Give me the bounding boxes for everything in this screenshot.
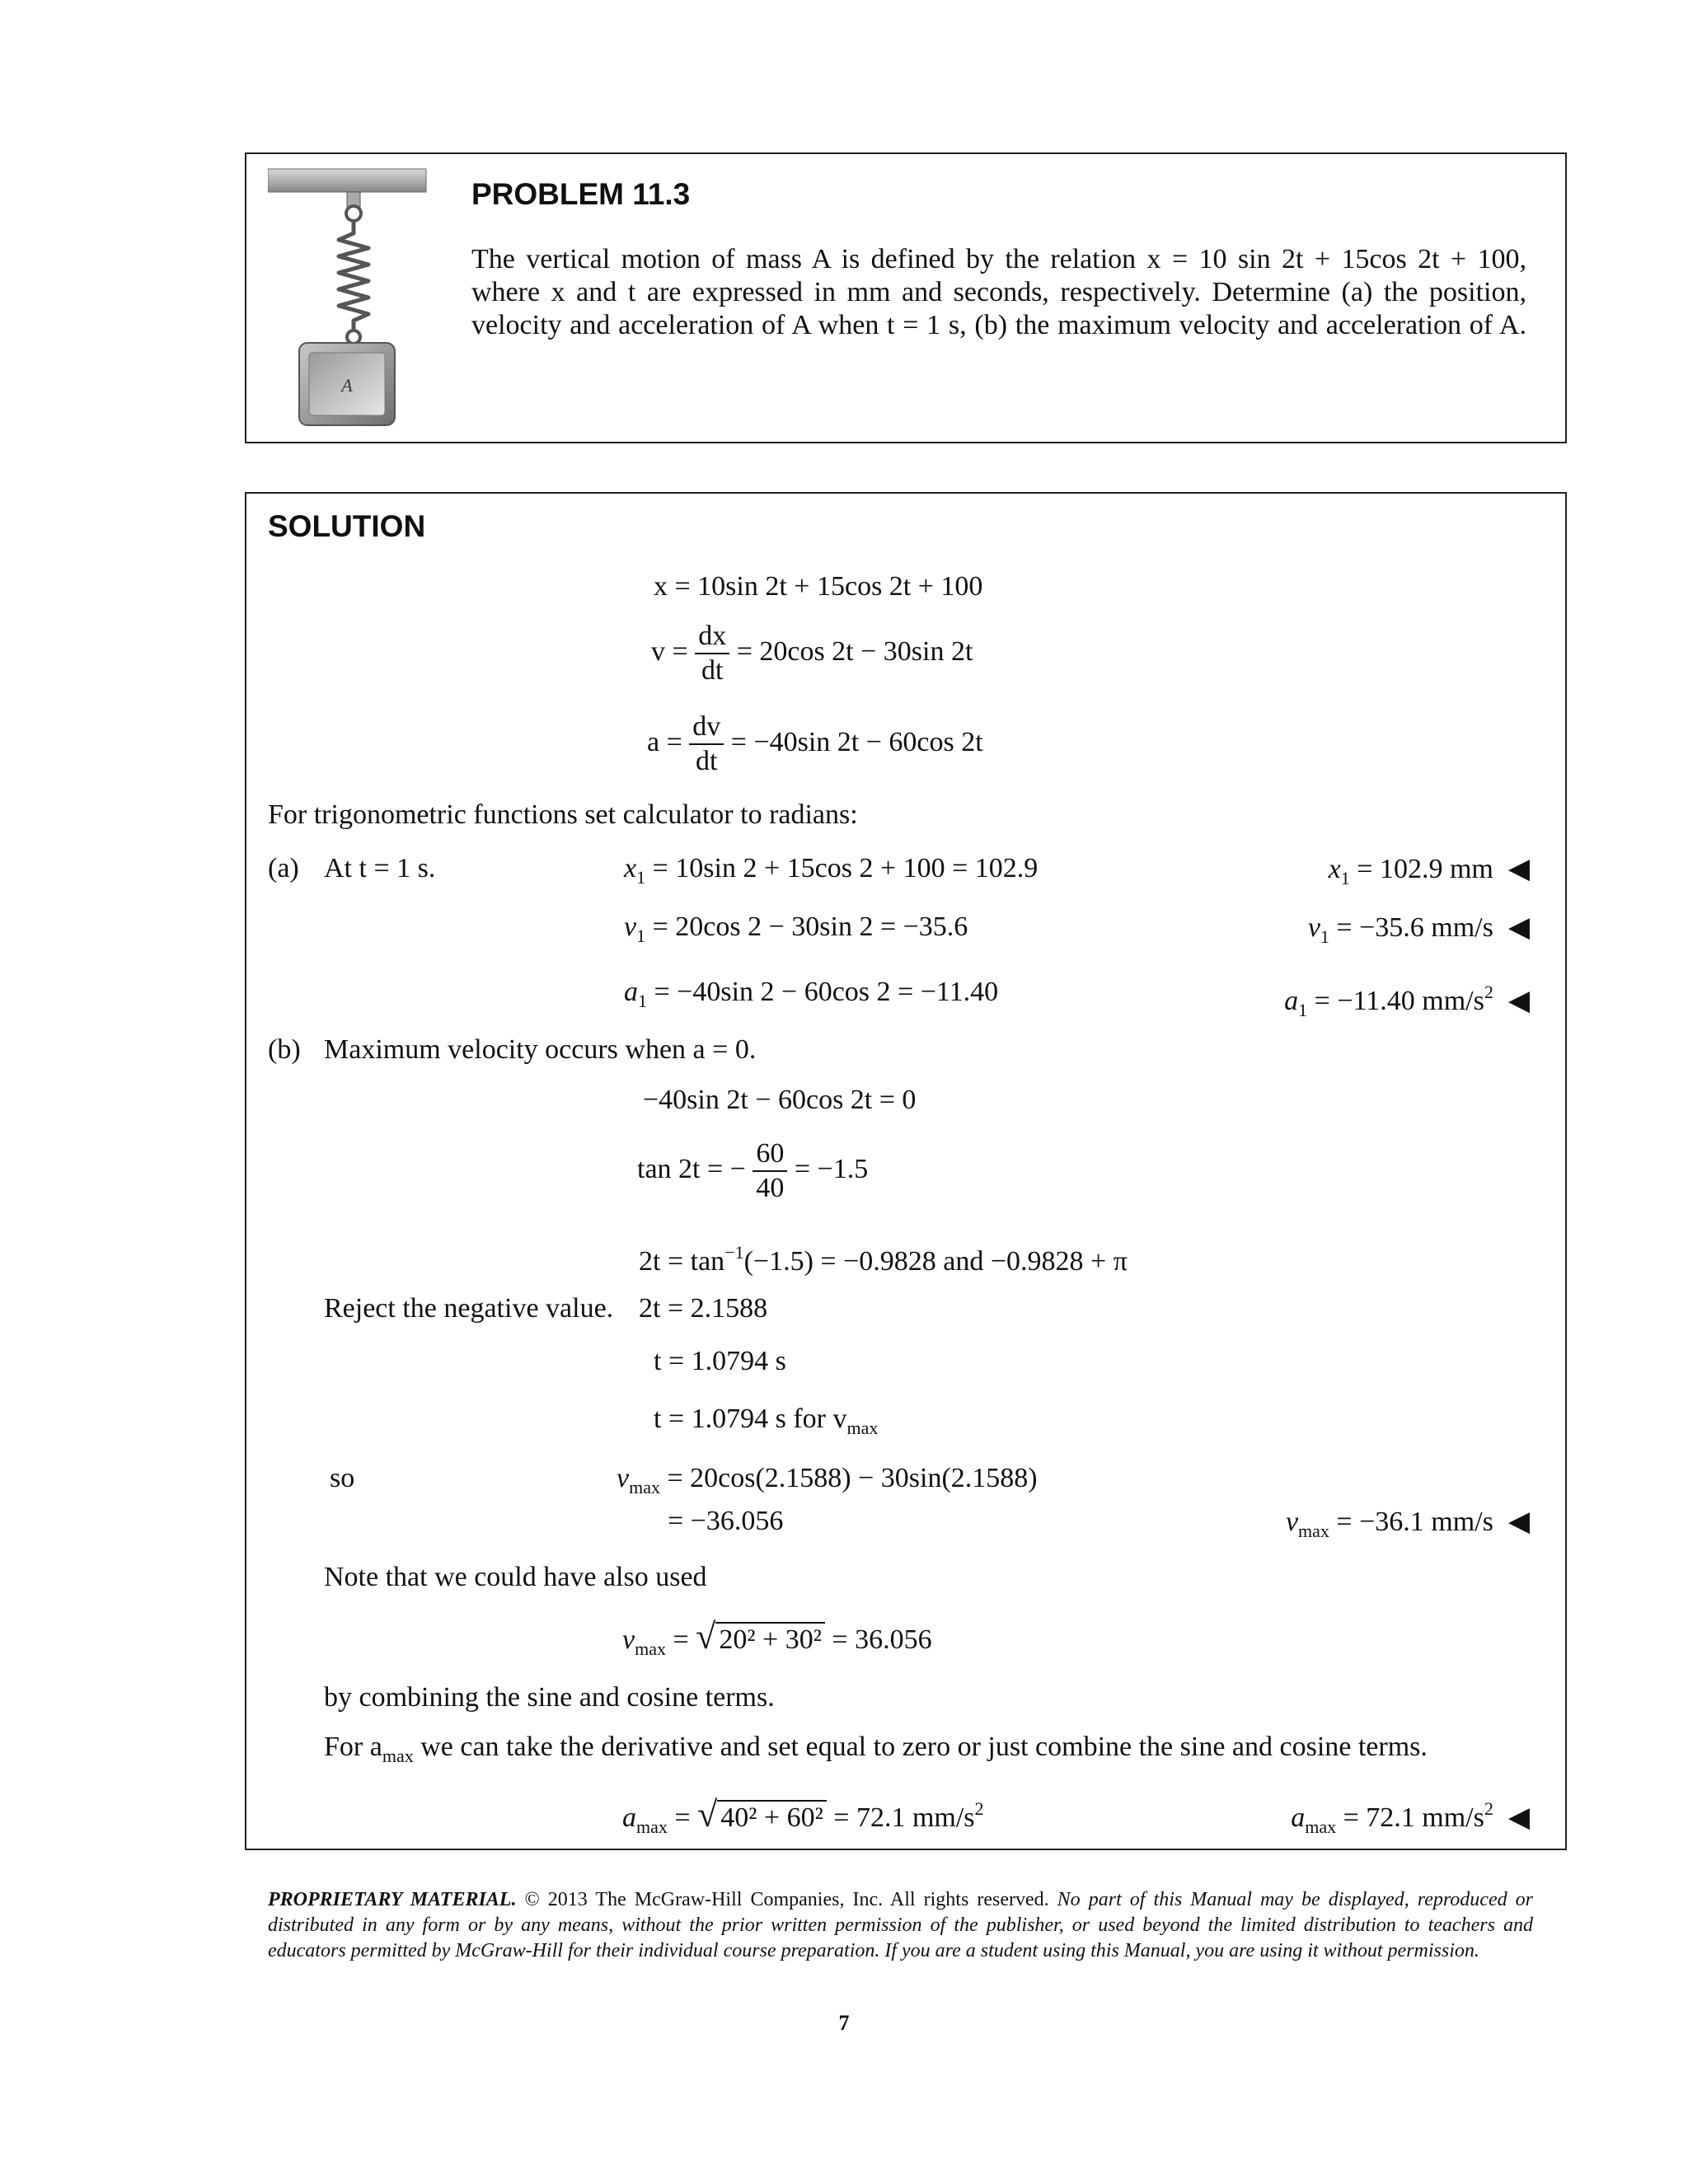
amax-text: For $a_{max}$ we can take the derivative and set equal to zero or just combine the sine and cosine terms.	[324, 1732, 1428, 1766]
vmax-answer: $v_{max} = -36.1$ mm/s ◀	[1285, 1505, 1530, 1541]
v1-answer: $v_1 = -35.6$ mm/s ◀	[1307, 911, 1530, 947]
problem-line-3: velocity and acceleration of A when t = 1 s, (b) the maximum velocity and acceleration of A.	[471, 310, 1526, 340]
footer-notice: No part of this Manual may be displayed, reproduced or distributed in any form or by any means, without the prior written permission of the publisher, or used beyond the limited distribution to teachers and educators permitted by McGraw-Hill for their individual course preparation. If you are a student using this Manual, you are using it without permission.	[268, 1889, 1533, 1961]
page-number: 7	[838, 2011, 850, 2035]
x1-equation: $x_1 = 10\sin$ 2 + 15cos 2 + 100 = 102.9	[624, 853, 1039, 888]
combining-text: by combining the sine and cosine terms.	[324, 1682, 775, 1713]
radians-note: For trigonometric functions set calculator to radians:	[268, 799, 858, 830]
mass-label: A	[341, 375, 353, 396]
eq-v-den: dt	[701, 655, 724, 686]
eq-v-lhs: v =	[651, 635, 688, 667]
answer-marker-icon: ◀	[1507, 911, 1530, 944]
v1-equation: $v_1 = 20\cos$ 2 − 30sin 2 = −35.6	[624, 912, 968, 946]
eq-v-frac	[695, 620, 729, 687]
vmax-equation-1: $v_{max} = 20\cos(2.1588) - 30\sin(2.1588)$	[617, 1463, 1038, 1497]
answer-marker-icon: ◀	[1507, 852, 1530, 885]
eq-tan: tan 2t = − $\frac{60}{40}$ = −1.5	[637, 1138, 869, 1203]
eq-v-num: dx	[695, 620, 729, 654]
eq-a	[647, 710, 983, 778]
note-text: Note that we could have also used	[324, 1562, 707, 1592]
eq-a-num: dv	[689, 710, 724, 745]
eq-b1: −40sin 2t − 60cos 2t = 0	[643, 1085, 917, 1115]
vmax-sqrt-equation: $v_{max}$ = √ 20² + 30² = 36.056	[622, 1616, 932, 1659]
part-a-text: At t = 1 s.	[324, 853, 436, 883]
a1-answer: $a_1 = -11.40$ $mm/s^2$ ◀	[1284, 982, 1530, 1020]
problem-title: PROBLEM 11.3	[471, 177, 691, 211]
problem-statement	[471, 243, 1526, 342]
part-a-label: (a)	[268, 853, 299, 883]
copyright-footer	[268, 1887, 1533, 1964]
footer-copyright: © 2013 The McGraw-Hill Companies, Inc. All rights reserved.	[516, 1889, 1049, 1910]
eq-a-rhs: = −40sin 2t − 60cos 2t	[730, 726, 983, 757]
problem-line-1: The vertical motion of mass A is defined by the relation x = 10 sin 2t + 15cos 2t + 100,	[471, 244, 1526, 274]
eq-t-vmax: t = 1.0794 s for $v_{max}$	[654, 1404, 879, 1438]
part-b-label: (b)	[268, 1034, 301, 1065]
x1-answer: $x_1 = 102.9$ mm ◀	[1328, 852, 1530, 888]
spring-mass-figure	[268, 167, 433, 431]
amax-answer: $a_{max} = 72.1$ $mm/s^2$ ◀	[1291, 1798, 1530, 1837]
eq-a-den: dt	[696, 746, 718, 776]
eq-2t: $2t = \tan^{-1}(-1.5) = -0.9828$ and −0.9828 + π	[639, 1242, 1128, 1277]
problem-line-2: where x and t are expressed in mm and seconds, respectively. Determine (a) the position,	[471, 277, 1526, 307]
eq-v-rhs: = 20cos 2t − 30sin 2t	[736, 635, 973, 667]
answer-marker-icon: ◀	[1507, 1505, 1530, 1538]
vmax-equation-2: = −36.056	[668, 1506, 784, 1536]
spring	[339, 221, 368, 330]
footer-bold: PROPRIETARY MATERIAL.	[268, 1889, 517, 1910]
eq-x: x = 10sin 2t + 15cos 2t + 100	[654, 571, 983, 602]
eq-2t-value: 2t = 2.1588	[639, 1293, 768, 1324]
answer-marker-icon: ◀	[1507, 984, 1530, 1017]
eq-tan-frac: $\frac{60}{40}$	[753, 1137, 787, 1205]
part-b-text: Maximum velocity occurs when a = 0.	[324, 1034, 757, 1065]
a1-equation: $a_1 = -40\sin$ 2 − 60cos 2 = −11.40	[624, 977, 999, 1011]
solution-heading: SOLUTION	[268, 509, 426, 543]
eq-v	[651, 620, 973, 687]
so-text: so	[330, 1463, 355, 1493]
amax-equation: $a_{max}$ = √ 40² + 60² = 72.1 $mm/s^2$	[622, 1794, 984, 1837]
eq-t-value: t = 1.0794 s	[654, 1346, 786, 1376]
eq-a-frac	[689, 710, 724, 778]
answer-marker-icon: ◀	[1507, 1801, 1530, 1834]
ceiling	[268, 169, 426, 192]
reject-text: Reject the negative value.	[324, 1293, 614, 1324]
eq-a-lhs: a =	[647, 726, 682, 757]
